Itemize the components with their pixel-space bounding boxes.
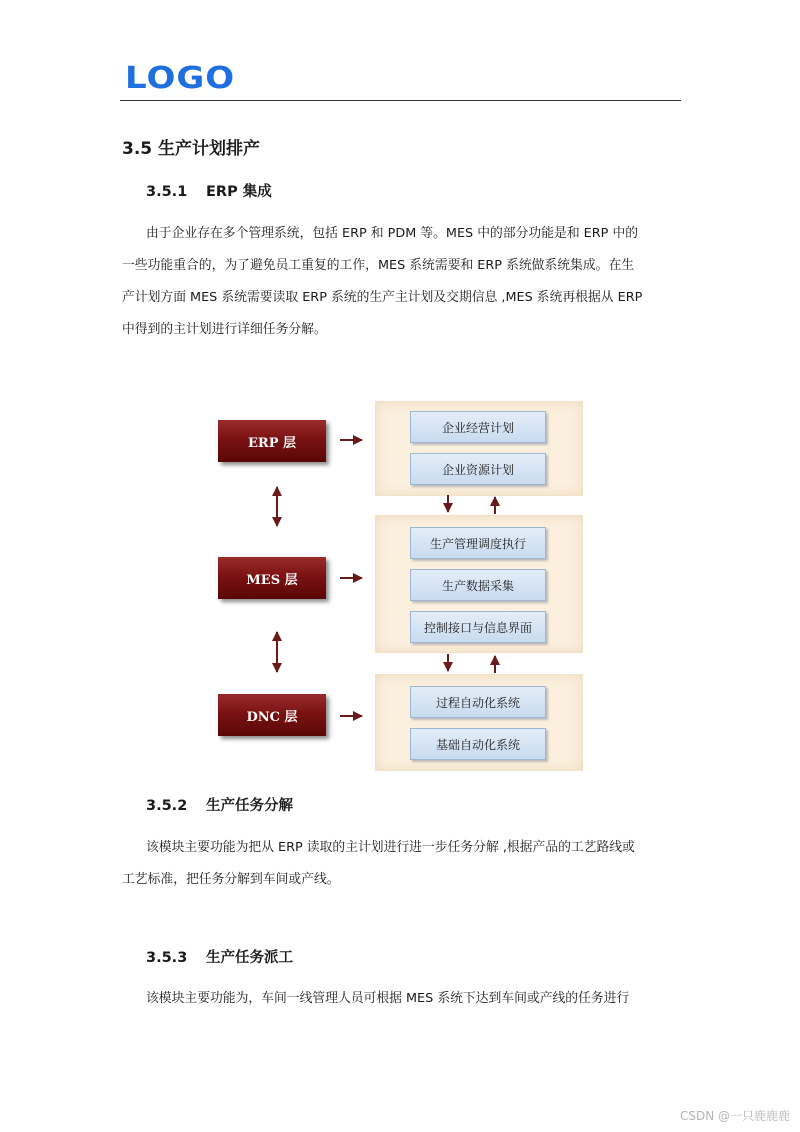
watermark: CSDN @一只鹿鹿鹿 bbox=[679, 1109, 790, 1123]
paragraph-decomposition bbox=[122, 832, 682, 896]
box-control-interface[interactable]: 控制接口与信息界面 bbox=[410, 611, 546, 643]
section-title: 3.5 生产计划排产 bbox=[122, 139, 261, 159]
box-enterprise-resource-plan[interactable]: 企业资源计划 bbox=[410, 453, 546, 485]
subsection-title: ERP 集成 bbox=[206, 184, 272, 200]
subsection-title: 生产任务派工 bbox=[206, 950, 293, 966]
box-enterprise-operation-plan[interactable]: 企业经营计划 bbox=[410, 411, 546, 443]
mes-layer-button[interactable]: MES 层 bbox=[218, 557, 326, 599]
subsection-number: 3.5.3 bbox=[146, 950, 188, 966]
subsection-heading-dispatch bbox=[146, 946, 293, 967]
box-basic-automation[interactable]: 基础自动化系统 bbox=[410, 728, 546, 760]
subsection-number: 3.5.1 bbox=[146, 184, 188, 200]
paragraph-line: 该模块主要功能为，车间一线管理人员可根据 MES 系统下达到车间或产线的任务进行 bbox=[146, 991, 630, 1006]
subsection-number: 3.5.2 bbox=[146, 798, 188, 814]
header-rule bbox=[120, 100, 681, 101]
paragraph-line: 该模块主要功能为把从 ERP 读取的主计划进行进一步任务分解 ,根据产品的工艺路线或 bbox=[146, 840, 635, 855]
paragraph-erp bbox=[122, 218, 682, 346]
box-production-scheduling[interactable]: 生产管理调度执行 bbox=[410, 527, 546, 559]
paragraph-line: 产计划方面 MES 系统需要读取 ERP 系统的生产主计划及交期信息 ,MES 系统再根据从 ERP bbox=[122, 290, 643, 305]
paragraph-line: 一些功能重合的，为了避免员工重复的工作，MES 系统需要和 ERP 系统做系统集成。在生 bbox=[122, 258, 635, 273]
subsection-heading-decomposition bbox=[146, 794, 293, 815]
dnc-layer-button[interactable]: DNC 层 bbox=[218, 694, 326, 736]
box-production-data-collection[interactable]: 生产数据采集 bbox=[410, 569, 546, 601]
paragraph-line: 中得到的主计划进行详细任务分解。 bbox=[122, 322, 327, 337]
erp-layer-button[interactable]: ERP 层 bbox=[218, 420, 326, 462]
subsection-title: 生产任务分解 bbox=[206, 798, 293, 814]
box-process-automation[interactable]: 过程自动化系统 bbox=[410, 686, 546, 718]
paragraph-line: 由于企业存在多个管理系统，包括 ERP 和 PDM 等。MES 中的部分功能是和 ERP 中的 bbox=[146, 226, 639, 241]
paragraph-line: 工艺标准，把任务分解到车间或产线。 bbox=[122, 872, 340, 887]
logo: LOGO bbox=[125, 60, 236, 96]
subsection-heading-erp bbox=[146, 180, 272, 201]
paragraph-dispatch bbox=[122, 983, 682, 1015]
